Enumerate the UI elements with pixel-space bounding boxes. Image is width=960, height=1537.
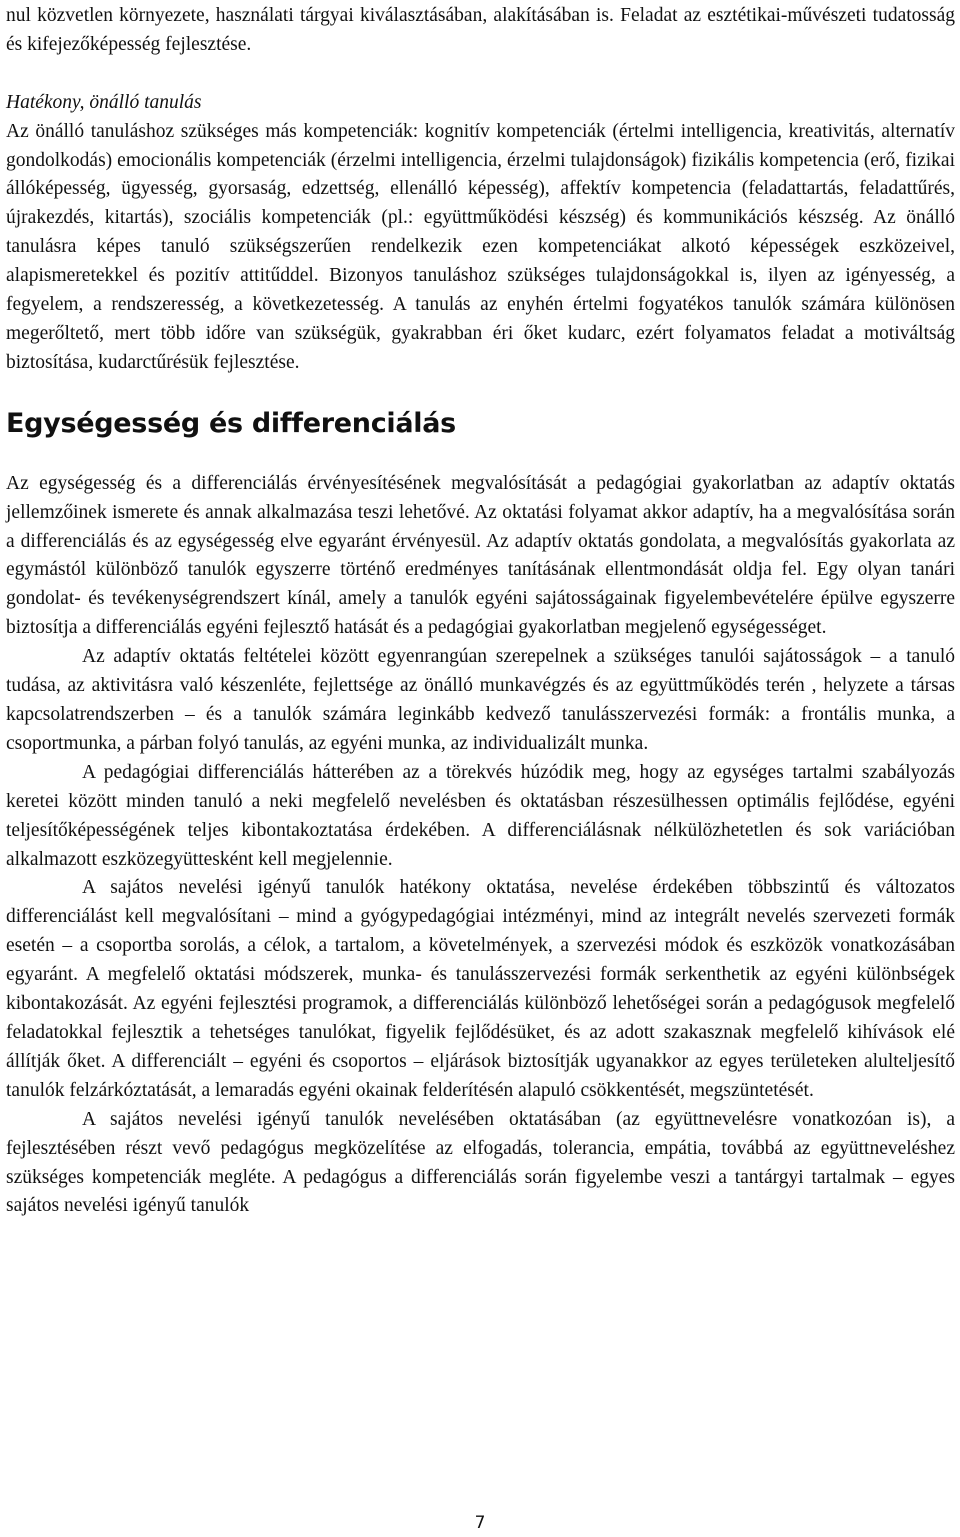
page-number: 7	[474, 1513, 486, 1533]
learning-paragraph: Az önálló tanuláshoz szükséges más kompetenciák: kognitív kompetenciák (értelmi intelligencia, kreativitás, alternatív gondolkodás) emocionális kompetenciák (érzelmi intelligencia, érzelmi tulajdonságok) fizikális kompetencia (erő, fizikai állóképesség, ügyesség, gyorsaság, edzettség, ellenálló képesség), affektív kompetencia (feladattartás, feladattűrés, újrakezdés, kitartás), szociális kompetenciák (pl.: együttműködési készség) és kommunikációs készség. Az önálló tanulásra képes tanuló szükségszerűen rendelkezik ezen kompetenciákat alkotó képességek eszközeivel, alapismeretekkel és pozitív attitűddel. Bizonyos tanuláshoz szükséges tulajdonságokkal is, ilyen az igényesség, a fegyelem, a rendszeresség, a következetesség. A tanulás az enyhén értelmi fogyatékos tanulók számára különösen megerőltető, mert több időre van szükségük, gyakrabban éri őket kudarc, ezért folyamatos feladat a motiváltság biztosítása, kudarctűrésük fejlesztése.	[6, 120, 955, 373]
body-paragraph-2: Az adaptív oktatás feltételei között egyenrangúan szerepelnek a szükséges tanulói sajátosságok – a tanuló tudása, az aktivitásra való készenléte, fejlettsége az önálló munkavégzés és az együttműködés terén , helyzete a társas kapcsolatrendszerben – és a tanulók számára leginkább kedvező tanulásszervezési formák: a frontális munka, a csoportmunka, a párban folyó tanulás, az egyéni munka, az individualizált munka.	[6, 646, 955, 754]
document-page	[6, 0, 955, 1221]
body-paragraph-5: A sajátos nevelési igényű tanulók nevelésében oktatásában (az együttnevelésre vonatkozóan is), a fejlesztésében részt vevő pedagógus megközelítése az elfogadás, tolerancia, empátia, továbbá az együttneveléshez szükséges kompetenciák megléte. A pedagógus a differenciálás során figyelembe veszi a tantárgyi tartalmak – egyes sajátos nevelési igényű tanulók	[6, 1108, 955, 1217]
body-paragraph-3: A pedagógiai differenciálás hátterében az a törekvés húzódik meg, hogy az egységes tartalmi szabályozás keretei között minden tanuló a neki megfelelő nevelésben és oktatásban részesülhessen optimális fejlődése, egyéni teljesítőképességének teljes kibontakoztatása érdekében. A differenciálásnak nélkülözhetetlen és sok variációban alkalmazott eszközegyüttesként kell megjelennie.	[6, 761, 955, 870]
paragraph-spacer	[6, 60, 955, 89]
section-heading: Egységesség és differenciálás	[6, 407, 456, 439]
subheading-italic: Hatékony, önálló tanulás	[6, 91, 202, 113]
body-paragraph-4: A sajátos nevelési igényű tanulók hatékony oktatása, nevelése érdekében többszintű és változatos differenciálást kell megvalósítani – mind a gyógypedagógiai intézményi, mind az integrált nevelés szervezeti formák esetén – a csoportba sorolás, a célok, a tartalom, a követelmények, a szervezési módok és eszközök vonatkozásában egyaránt. A megfelelő oktatási módszerek, munka- és tanulásszervezési formák serkenthetik az egyéni különbségek kibontakozását. Az egyéni fejlesztési programok, a differenciálás különböző lehetőségei során a pedagógusok megfelelő feladatokkal fejlesztik a tehetséges tanulókat, figyelik fejlődésüket, és az adott szakasznak megfelelő kihívások elé állítják őket. A differenciált – egyéni és csoportos – eljárások biztosítják ugyanakkor az egyes területeken alulteljesítő tanulók felzárkóztatását, a lemaradás egyéni okainak felderítésén alapuló csökkentését, megszüntetését.	[6, 877, 955, 1101]
body-paragraph-1: Az egységesség és a differenciálás érvényesítésének megvalósítását a pedagógiai gyakorlatban az adaptív oktatás jellemzőinek ismerete és annak alkalmazása teszi lehetővé. Az oktatási folyamat akkor adaptív, ha a megvalósítása során a differenciálás és az egységesség elve egyaránt érvényesül. Az adaptív oktatás gondolata, a megvalósítás gyakorlata az egymástól különböző tanulók egyszerre történő eredményes tanításának ellentmondását oldja fel. Egy olyan tanári gondolat- és tevékenységrendszert kínál, amely a tanulók egyéni sajátosságainak figyelembevételére épülve egyszerre biztosítja a differenciálás egyéni fejlesztő hatását és a pedagógiai gyakorlatban megjelenő egységességet.	[6, 472, 955, 639]
intro-paragraph: nul közvetlen környezete, használati tárgyai kiválasztásában, alakításában is. Feladat az esztétikai-művészeti tudatosság és kifejezőképesség fejlesztése.	[6, 5, 955, 55]
